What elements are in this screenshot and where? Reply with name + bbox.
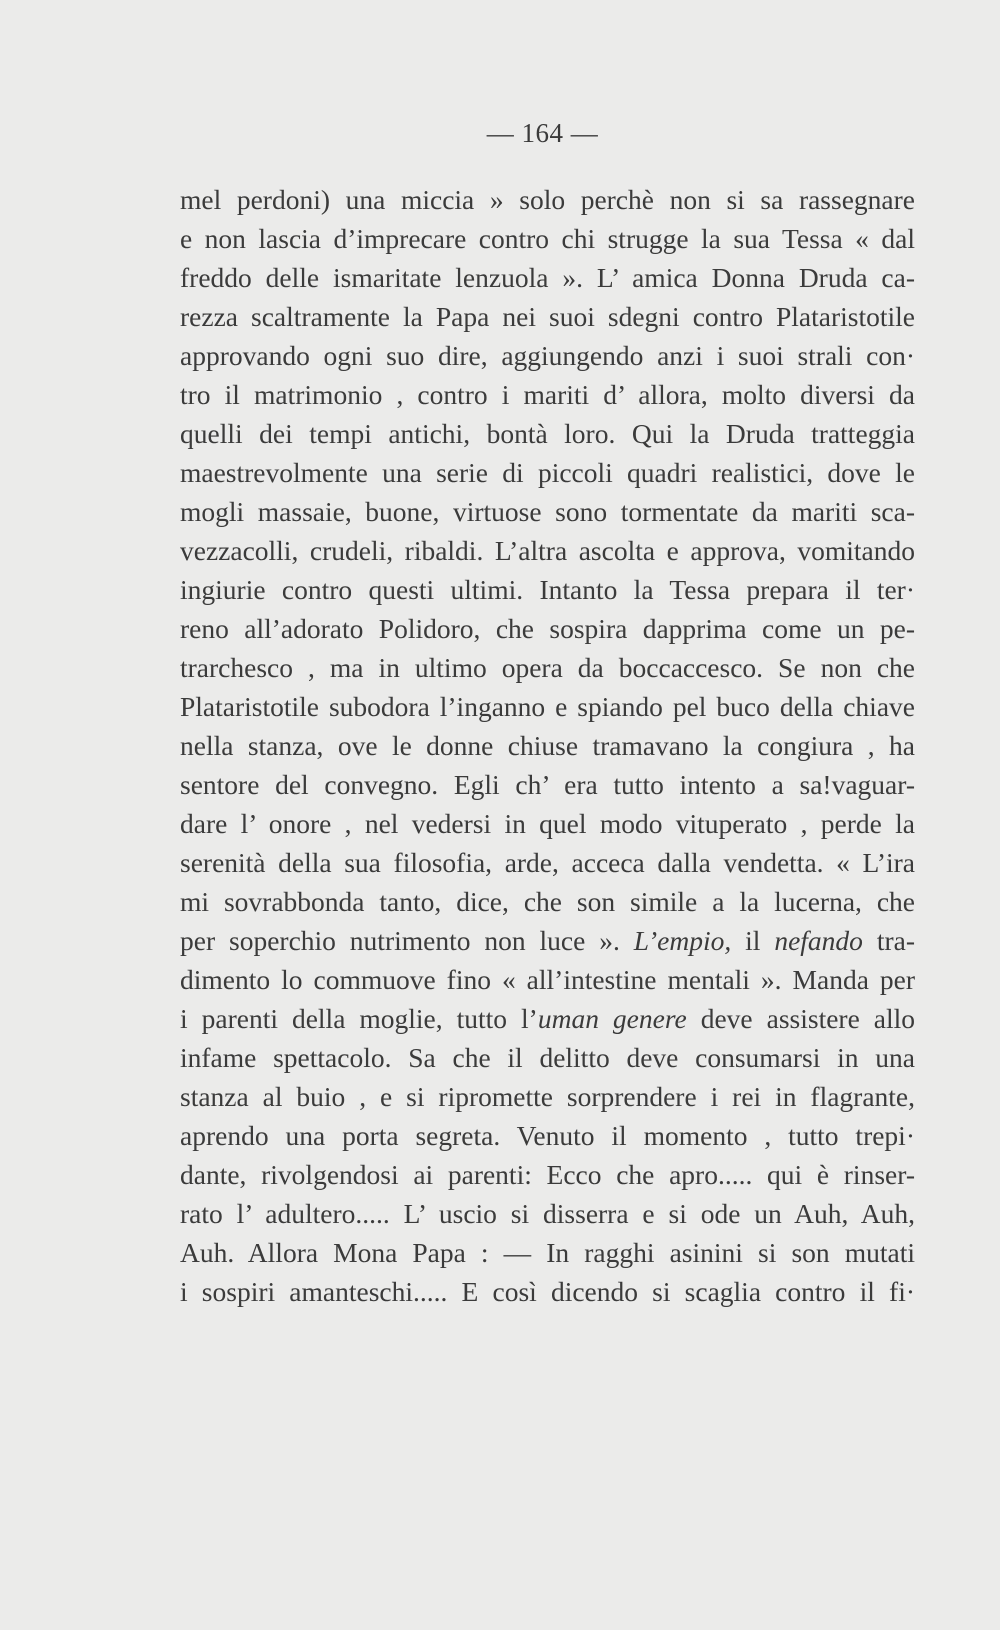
text-segment: tra-	[862, 925, 915, 956]
text-segment: Plataristotile subodora l’inganno e spiando pel buco della chiave	[180, 691, 915, 722]
text-segment: approvando ogni suo dire, aggiungendo anzi i suoi strali con·	[180, 340, 915, 371]
text-segment: maestrevolmente una serie di piccoli quadri realistici, dove le	[180, 457, 915, 488]
text-line	[180, 609, 915, 648]
text-line	[180, 1038, 915, 1077]
text-line	[180, 921, 915, 960]
text-line	[180, 1155, 915, 1194]
italic-text: uman genere	[537, 1003, 687, 1034]
text-line	[180, 297, 915, 336]
text-line	[180, 1233, 915, 1272]
text-segment: nella stanza, ove le donne chiuse tramavano la congiura , ha	[180, 730, 915, 761]
text-line	[180, 453, 915, 492]
italic-text: L’empio,	[633, 925, 732, 956]
text-line	[180, 765, 915, 804]
text-segment: sentore del convegno. Egli ch’ era tutto intento a sa!vaguar-	[180, 769, 915, 800]
text-segment: mogli massaie, buone, virtuose sono tormentate da mariti sca-	[180, 496, 915, 527]
text-line	[180, 1272, 915, 1311]
text-segment: mel perdoni) una miccia » solo perchè non si sa rassegnare	[180, 184, 915, 215]
text-line	[180, 258, 915, 297]
text-line	[180, 180, 915, 219]
text-segment: vezzacolli, crudeli, ribaldi. L’altra ascolta e approva, vomitando	[180, 535, 915, 566]
text-line	[180, 687, 915, 726]
text-segment: ingiurie contro questi ultimi. Intanto la Tessa prepara il ter·	[180, 574, 915, 605]
text-segment: per soperchio nutrimento non luce ».	[180, 925, 634, 956]
text-segment: mi sovrabbonda tanto, dice, che son simile a la lucerna, che	[180, 886, 915, 917]
body-text	[180, 180, 915, 1311]
text-segment: aprendo una porta segreta. Venuto il momento , tutto trepi·	[180, 1120, 915, 1151]
text-segment: stanza al buio , e si ripromette sorprendere i rei in flagrante,	[180, 1081, 915, 1112]
text-segment: i parenti della moglie, tutto l’	[180, 1003, 538, 1034]
text-segment: reno all’adorato Polidoro, che sospira dapprima come un pe-	[180, 613, 915, 644]
text-line	[180, 804, 915, 843]
text-line	[180, 999, 915, 1038]
text-line	[180, 414, 915, 453]
text-line	[180, 1194, 915, 1233]
text-segment: dimento lo commuove fino « all’intestine mentali ». Manda per	[180, 964, 915, 995]
text-line	[180, 1116, 915, 1155]
page-number: — 164 —	[486, 118, 599, 148]
text-line	[180, 882, 915, 921]
text-line	[180, 375, 915, 414]
text-segment: rezza scaltramente la Papa nei suoi sdegni contro Plataristotile	[180, 301, 915, 332]
text-line	[180, 1077, 915, 1116]
text-line	[180, 843, 915, 882]
text-line	[180, 336, 915, 375]
text-segment: serenità della sua filosofia, arde, acceca dalla vendetta. « L’ira	[180, 847, 915, 878]
text-segment: dare l’ onore , nel vedersi in quel modo vituperato , perde la	[180, 808, 915, 839]
text-line	[180, 219, 915, 258]
text-segment: infame spettacolo. Sa che il delitto deve consumarsi in una	[180, 1042, 915, 1073]
text-line	[180, 960, 915, 999]
text-line	[180, 492, 915, 531]
text-segment: quelli dei tempi antichi, bontà loro. Qui la Druda tratteggia	[180, 418, 915, 449]
text-segment: rato l’ adultero..... L’ uscio si disserra e si ode un Auh, Auh,	[180, 1198, 915, 1229]
text-segment: tro il matrimonio , contro i mariti d’ allora, molto diversi da	[180, 379, 915, 410]
italic-text: nefando	[774, 925, 863, 956]
text-segment: deve assistere allo	[686, 1003, 915, 1034]
text-segment: dante, rivolgendosi ai parenti: Ecco che apro..... qui è rinser-	[180, 1159, 915, 1190]
text-segment: il	[731, 925, 775, 956]
text-segment: trarchesco , ma in ultimo opera da boccaccesco. Se non che	[180, 652, 915, 683]
text-segment: freddo delle ismaritate lenzuola ». L’ amica Donna Druda ca-	[180, 262, 915, 293]
text-segment: Auh. Allora Mona Papa : — In ragghi asinini si son mutati	[180, 1237, 915, 1268]
text-line	[180, 648, 915, 687]
text-line	[180, 570, 915, 609]
text-line	[180, 726, 915, 765]
text-segment: i sospiri amanteschi..... E così dicendo si scaglia contro il fi·	[180, 1276, 915, 1307]
text-segment: e non lascia d’imprecare contro chi strugge la sua Tessa « dal	[180, 223, 915, 254]
text-line	[180, 531, 915, 570]
